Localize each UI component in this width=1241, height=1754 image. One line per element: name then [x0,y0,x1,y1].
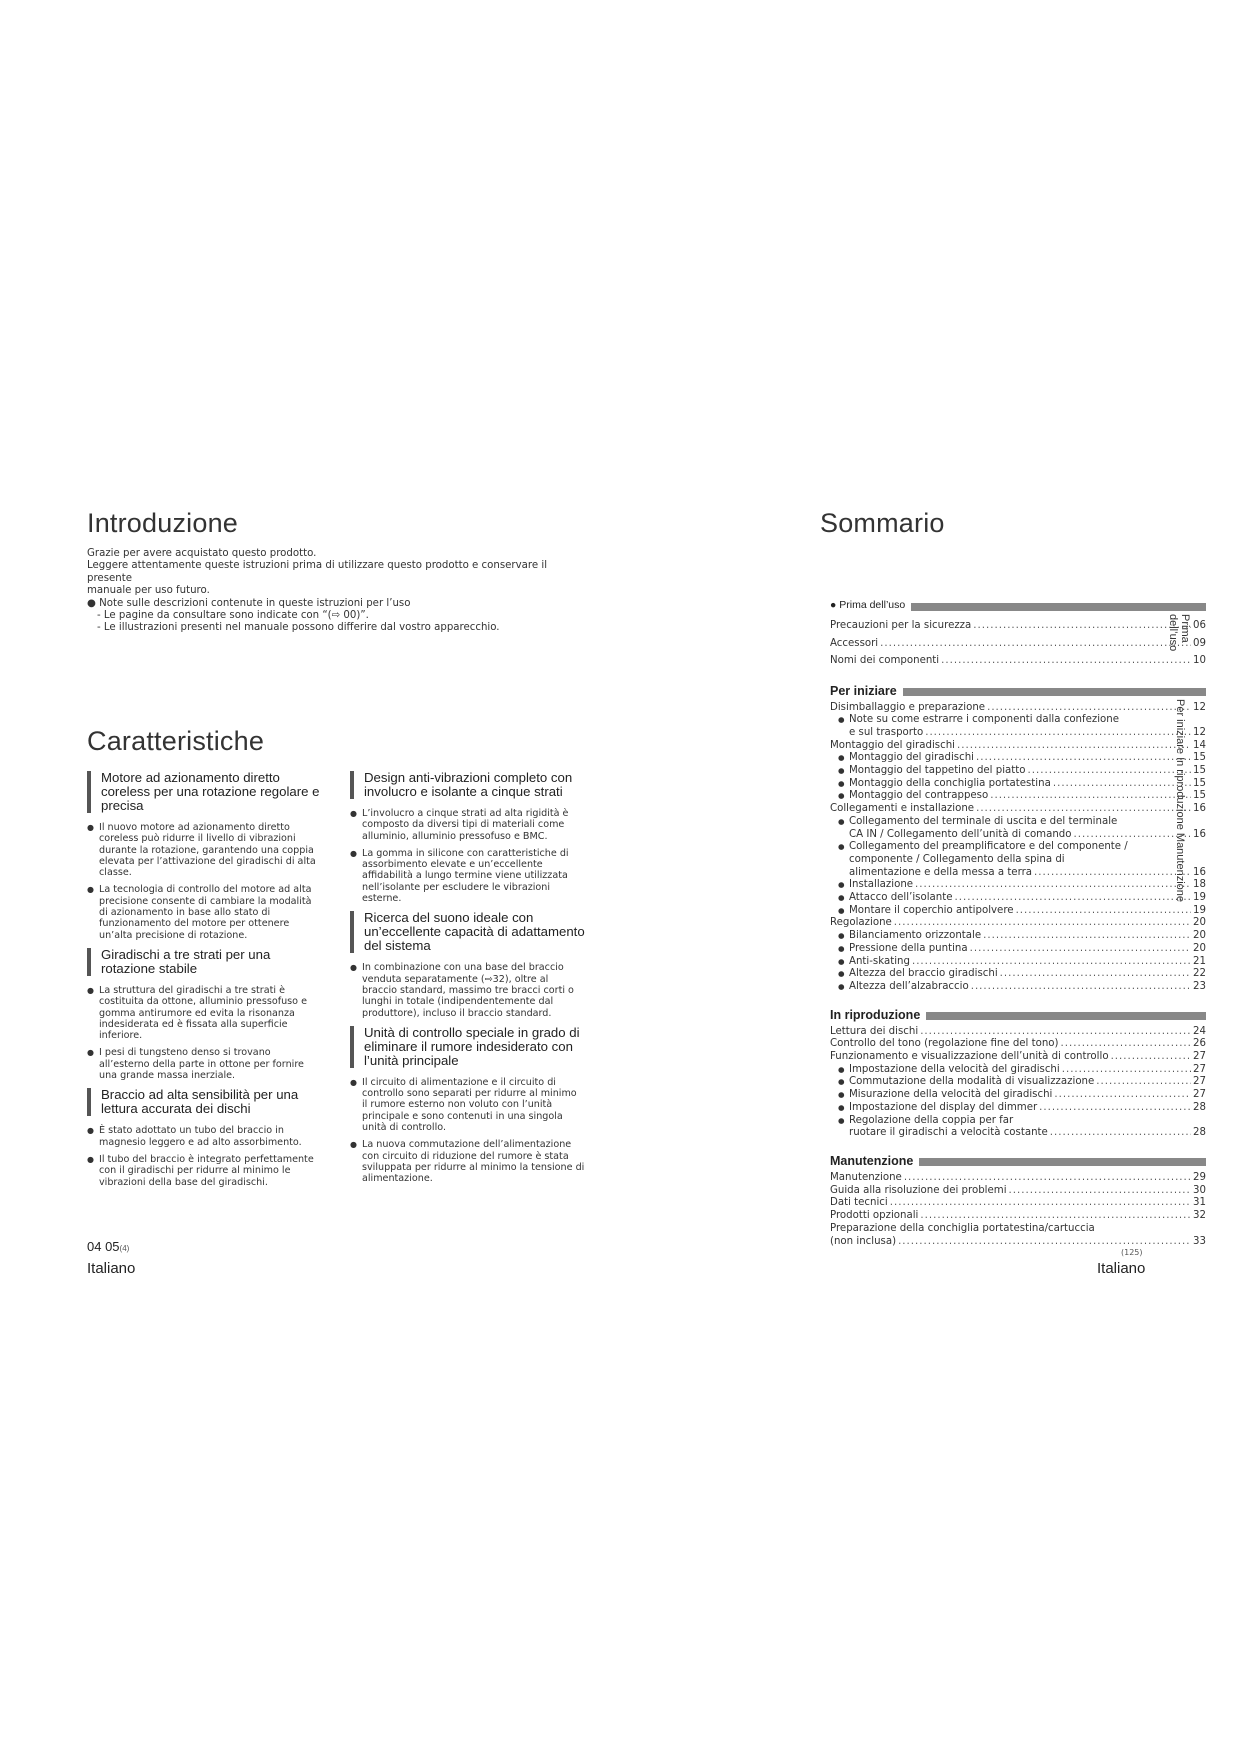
toc-entry-text: Guida alla risoluzione dei problemi [830,1184,1007,1196]
toc-page-number: 33 [1193,1235,1206,1247]
intro-line: ● Note sulle descrizioni contenute in queste istruzioni per l’uso [87,597,411,609]
toc-entry-text: Prodotti opzionali [830,1210,919,1222]
toc-page-number: 12 [1193,701,1206,713]
toc-entry[interactable] [830,617,1206,635]
feature-item: ● La tecnologia di controllo del motore ad alta precisione consente di cambiare la modalità di azionamento in base allo stato di funzionamento del motore per ottenere un’alta precisione di rotazione. [87,884,322,940]
toc-leader [894,917,1191,930]
page-mark: (4) [119,1244,130,1253]
toc-section-label: Per iniziare [830,684,903,698]
toc-leader [880,635,1191,653]
toc-page-number: 12 [1193,726,1206,738]
side-tab-sections: Per iniziare In riproduzione Manutenzione [1174,699,1186,903]
toc-page-number: 15 [1193,777,1206,789]
feature-item: ● Il circuito di alimentazione e il circuito di controllo sono separati per ridurre al minimo il rumore esterno non voluto con l’unità principale e sono contenuti in una singola unità di controllo. [350,1077,585,1133]
toc-entry-text: Dati tecnici [830,1197,888,1209]
toc-page-number: 16 [1193,803,1206,815]
toc-entry-text: Accessori [830,637,879,649]
toc-entry[interactable] [830,829,1206,842]
toc-entry[interactable] [830,930,1206,943]
toc-page-number: 27 [1193,1063,1206,1075]
table-of-contents [830,599,1206,1248]
toc-entry[interactable] [830,879,1206,892]
toc-section-header [830,1154,1206,1170]
toc-page-number: 18 [1193,879,1206,891]
toc-page-number: 19 [1193,892,1206,904]
toc-entry-text: Regolazione della coppia per far ● [838,1114,1014,1126]
feature-group [350,1026,585,1185]
right-language: Italiano [1097,1260,1146,1277]
toc-entry[interactable] [830,905,1206,918]
toc-entry-text: Collegamento del terminale di uscita e del terminale ● [838,815,1118,827]
toc-page-number: 28 [1193,1127,1206,1139]
toc-page-number: 10 [1193,655,1206,666]
toc-page-number: 28 [1193,1101,1206,1113]
toc-entry[interactable] [830,956,1206,969]
toc-entry[interactable] [830,1172,1206,1185]
toc-entry-text: ● Altezza dell’alzabraccio [849,980,969,992]
toc-page-number: 20 [1193,917,1206,929]
toc-entry[interactable] [830,652,1206,670]
toc-entry-text: Disimballaggio e preparazione [830,701,986,713]
toc-leader [1061,1038,1192,1051]
feature-heading: Ricerca del suono ideale con un’eccellente capacità di adattamento del sistema [350,911,585,953]
toc-entry-text: ● Impostazione della velocità del giradischi [849,1063,1060,1075]
toc-leader [920,1026,1191,1039]
toc-entry[interactable] [830,740,1206,753]
toc-entry-text: ● Montare il coperchio antipolvere [849,904,1014,916]
toc-page-number: 24 [1193,1025,1206,1037]
toc-page-number: 26 [1193,1038,1206,1050]
toc-leader [1096,1076,1191,1089]
toc-entry-text: ● Installazione [849,879,914,891]
toc-page-number: 23 [1193,980,1206,992]
toc-leader [1050,1127,1191,1140]
toc-leader [912,956,1191,969]
toc-entry-text: ● Altezza del braccio giradischi [849,968,998,980]
intro-line: - Le pagine da consultare sono indicate con “(⇨ 00)”. [97,610,369,622]
toc-entry-text: ● Montaggio della conchiglia portatestina [849,777,1051,789]
toc-entry[interactable] [830,943,1206,956]
feature-heading: Motore ad azionamento diretto coreless per una rotazione regolare e precisa [87,771,322,813]
toc-page-number: 19 [1193,904,1206,916]
toc-page-number: 29 [1193,1172,1206,1183]
toc-entry[interactable] [830,752,1206,765]
toc-leader [925,727,1191,740]
toc-page-number: 06 [1193,620,1206,631]
toc-entry[interactable] [830,702,1206,715]
toc-leader [976,752,1191,765]
toc-entry-text: ruotare il giradischi a velocità costante [849,1127,1048,1139]
toc-entry-text: Collegamenti e installazione [830,803,975,815]
toc-page-number: 15 [1193,752,1206,764]
feature-item: ● La struttura del giradischi a tre strati è costituita da ottone, alluminio pressofuso e gomma antirumore ed evita la risonanza indesiderata ed è fissata alla superficie inferiore. [87,985,322,1041]
feature-item: ● L’involucro a cinque strati ad alta rigidità è composto da diversi tipi di materiali come alluminio, alluminio pressofuso e BMC. [350,808,585,842]
toc-page-number: 21 [1193,955,1206,967]
bullet-icon: ● [838,842,845,852]
toc-leader [890,1197,1191,1210]
toc-entry-text: Collegamento del preamplificatore e del componente / ● [838,841,1128,853]
features-title: Caratteristiche [87,726,265,756]
toc-entry-text: ● Pressione della puntina [849,942,968,954]
toc-entry-text: ● Attacco dell’isolante [849,892,953,904]
feature-heading: Giradischi a tre strati per una rotazione stabile [87,948,322,976]
side-tab-prima [1167,614,1191,651]
toc-leader [1009,1185,1192,1198]
toc-leader [1053,778,1191,791]
toc-leader [983,930,1191,943]
feature-item: ● La gomma in silicone con caratteristiche di assorbimento elevate e un’eccellente affidabilità a lungo termine viene utilizzata nell’isolante per escludere le vibrazioni esterne. [350,848,585,904]
toc-leader [898,1236,1191,1249]
toc-entry[interactable] [830,1185,1206,1198]
toc-entry[interactable] [830,1076,1206,1089]
toc-page-number: 14 [1193,739,1206,751]
toc-entry-text: e sul trasporto [849,726,924,738]
toc-section-header [830,1008,1206,1024]
toc-entry-text: ● Montaggio del giradischi [849,752,974,764]
toc-entry-text: (non inclusa) [830,1235,897,1247]
intro-text [87,548,587,635]
toc-leader [1039,1102,1191,1115]
toc-entry-text: CA IN / Collegamento dell’unità di comando [849,828,1072,840]
left-page-numbers [87,1239,129,1254]
toc-leader [1016,905,1191,918]
toc-entry-text: ● Misurazione della velocità del giradischi [849,1089,1053,1101]
bullet-icon: ● [838,816,845,826]
toc-entry[interactable] [830,1089,1206,1102]
toc-entry-text: Note su come estrarre i componenti dalla confezione ● [838,714,1120,726]
toc-page-number: 22 [1193,968,1206,980]
toc-entry[interactable] [830,1197,1206,1210]
left-language: Italiano [87,1260,136,1277]
toc-entry[interactable] [830,1210,1206,1223]
feature-heading: Braccio ad alta sensibilità per una lettura accurata dei dischi [87,1088,322,1116]
feature-group [87,771,322,941]
toc-entry-text: Lettura dei dischi [830,1025,919,1037]
toc-entry-text: componente / Collegamento della spina di [849,853,1065,865]
toc-title: Sommario [820,508,945,538]
side-tab-line: Prima [1179,614,1191,643]
toc-entry[interactable] [830,790,1206,803]
right-page-mark: (125) [1121,1248,1143,1257]
toc-leader [920,1210,1191,1223]
toc-page-number: 09 [1193,637,1206,649]
toc-leader [1000,968,1191,981]
toc-entry[interactable] [830,1051,1206,1064]
toc-leader [1034,867,1191,880]
toc-entry-text: Funzionamento e visualizzazione dell’unità di controllo [830,1051,1109,1063]
toc-section-header [830,684,1206,700]
toc-entry[interactable] [830,1236,1206,1249]
intro-line: Grazie per avere acquistato questo prodotto. [87,548,317,559]
feature-group [350,771,585,904]
toc-page-number: 32 [1193,1210,1206,1222]
feature-group [87,948,322,1081]
feature-item: ● È stato adottato un tubo del braccio in magnesio leggero e ad alto assorbimento. [87,1125,322,1148]
features-col-1 [87,771,322,1195]
toc-entry-text: Manutenzione [830,1172,902,1183]
side-tab-line: dell’uso [1167,614,1179,652]
toc-section-label: ● Prima dell’uso [830,599,911,611]
toc-page-number: 16 [1193,828,1206,840]
toc-entry[interactable] [830,765,1206,778]
intro-line: - Le illustrazioni presenti nel manuale possono differire dal vostro apparecchio. [97,622,500,634]
toc-entry[interactable] [830,1026,1206,1039]
feature-group [87,1088,322,1187]
toc-entry[interactable] [830,968,1206,981]
toc-leader [955,892,1192,905]
toc-entry-text: alimentazione e della messa a terra [849,866,1033,878]
feature-item: ● In combinazione con una base del braccio venduta separatamente (⇨32), oltre al braccio standard, massimo tre bracci corti o lunghi in totale (indipendentemente dal produttore), incluso il braccio standard. [350,962,585,1018]
toc-entry-text: Regolazione [830,917,892,929]
bullet-icon: ● [838,715,845,725]
toc-entry-text: Preparazione della conchiglia portatestina/cartuccia [830,1222,1095,1234]
toc-leader [1111,1051,1191,1064]
toc-entry[interactable] [830,892,1206,905]
toc-leader [976,803,1191,816]
feature-group [350,911,585,1018]
toc-page-number: 20 [1193,930,1206,942]
toc-leader [915,879,1191,892]
toc-entry[interactable] [830,803,1206,816]
intro-line: manuale per uso futuro. [87,585,210,597]
toc-entry-text: ● Montaggio del tappetino del piatto [849,765,1026,777]
bullet-icon: ● [838,1115,845,1125]
toc-entry[interactable] [830,867,1206,880]
toc-entry[interactable] [830,727,1206,740]
toc-leader [987,702,1191,715]
toc-leader [1054,1089,1191,1102]
toc-entry[interactable] [830,1064,1206,1077]
toc-entry-text: Precauzioni per la sicurezza [830,620,972,631]
toc-section-label: Manutenzione [830,1154,919,1168]
toc-entry[interactable] [830,778,1206,791]
toc-page-number: 15 [1193,765,1206,777]
toc-leader [904,1172,1191,1185]
toc-entry-text: Nomi dei componenti [830,655,940,666]
feature-heading: Unità di controllo speciale in grado di eliminare il rumore indesiderato con l’unità principale [350,1026,585,1068]
toc-section-header [830,599,1206,615]
page-numbers: 04 05 [87,1239,120,1254]
toc-entry-text: ● Anti-skating [849,955,910,967]
toc-section-label: In riproduzione [830,1008,926,1022]
intro-title: Introduzione [87,508,239,538]
feature-heading: Design anti-vibrazioni completo con involucro e isolante a cinque strati [350,771,585,799]
toc-entry-text: Montaggio del giradischi [830,739,955,751]
toc-leader [973,617,1191,635]
toc-page-number: 31 [1193,1197,1206,1209]
toc-page-number: 20 [1193,942,1206,954]
toc-entry-text: ● Commutazione della modalità di visualizzazione [849,1076,1095,1088]
toc-entry-text: ● Impostazione del display del dimmer [849,1101,1038,1113]
feature-item: ● Il tubo del braccio è integrato perfettamente con il giradischi per ridurre al minimo le vibrazioni della base del giradischi. [87,1154,322,1188]
toc-page-number: 27 [1193,1089,1206,1101]
toc-leader [1062,1064,1191,1077]
toc-entry-text: ● Bilanciamento orizzontale [849,930,982,942]
toc-page-number: 15 [1193,790,1206,802]
toc-leader [1028,765,1192,778]
intro-line: Leggere attentamente queste istruzioni prima di utilizzare questo prodotto e conservare il presente [87,560,548,584]
toc-leader [941,652,1191,670]
toc-page-number: 27 [1193,1051,1206,1063]
toc-leader [971,981,1191,994]
toc-entry[interactable] [830,635,1206,653]
toc-entry-text: ● Montaggio del contrappeso [849,790,989,802]
toc-page-number: 27 [1193,1076,1206,1088]
toc-entry[interactable] [830,1102,1206,1115]
toc-entry-text: Controllo del tono (regolazione fine del tono) [830,1038,1059,1050]
toc-entry[interactable] [830,981,1206,994]
feature-item: ● Il nuovo motore ad azionamento diretto coreless può ridurre il livello di vibrazioni durante la rotazione, garantendo una coppia elevata per l’attivazione del giradischi di alta classe. [87,822,322,878]
features-col-2 [350,771,585,1192]
toc-leader [990,790,1191,803]
toc-entry[interactable] [830,917,1206,930]
toc-page-number: 16 [1193,866,1206,878]
feature-item: ● I pesi di tungsteno denso si trovano all’esterno della parte in ottone per fornire una grande massa inerziale. [87,1047,322,1081]
toc-leader [957,740,1191,753]
feature-item: ● La nuova commutazione dell’alimentazione con circuito di riduzione del rumore è stata sviluppata per ridurre al minimo la tensione di alimentazione. [350,1139,585,1184]
toc-leader [970,943,1191,956]
toc-page-number: 30 [1193,1184,1206,1196]
toc-entry[interactable] [830,1038,1206,1051]
toc-entry[interactable] [830,1127,1206,1140]
